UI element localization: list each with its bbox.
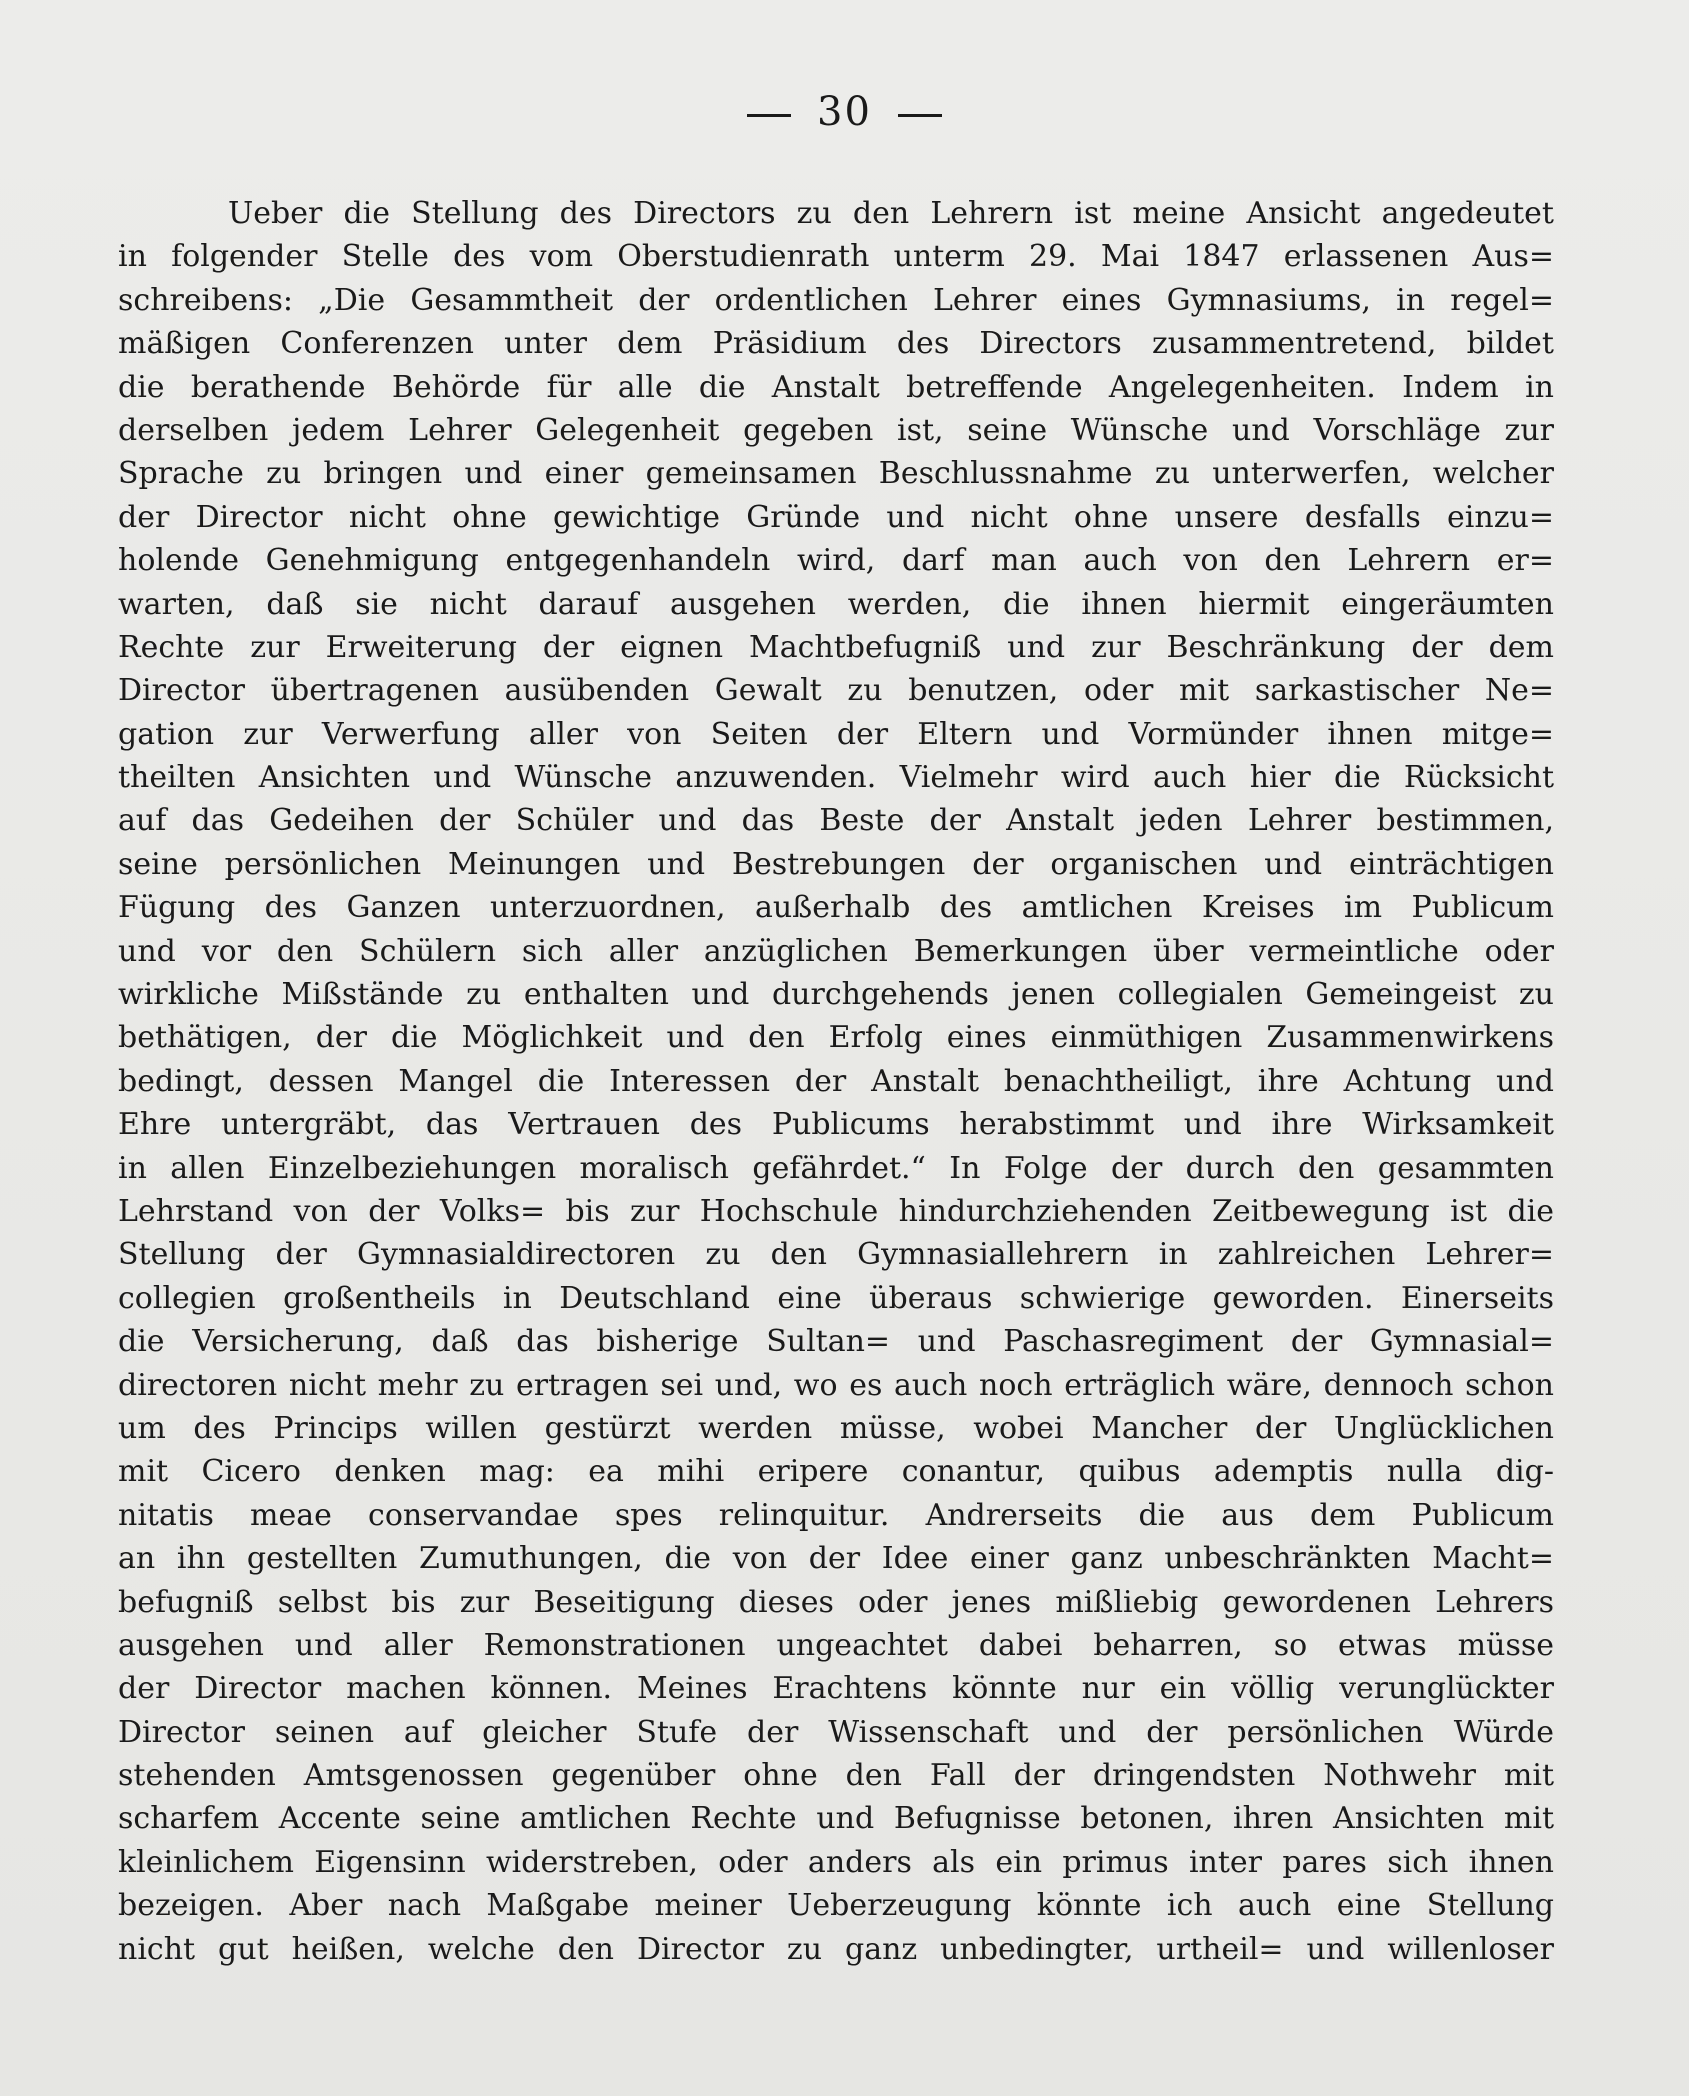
text-line: seine persönlichen Meinungen und Bestrebungen der organischen und einträchtigen <box>118 846 1554 882</box>
text-line: theilten Ansichten und Wünsche anzuwenden. Vielmehr wird auch hier die Rücksicht <box>118 760 1554 796</box>
text-line: collegien großentheils in Deutschland eine überaus schwierige geworden. Einerseits <box>118 1280 1554 1316</box>
text-line: holende Genehmigung entgegenhandeln wird, darf man auch von den Lehrern er= <box>118 543 1554 579</box>
text-line: Rechte zur Erweiterung der eignen Machtbefugniß und zur Beschränkung der dem <box>118 629 1554 665</box>
text-line: ausgehen und aller Remonstrationen ungeachtet dabei beharren, so etwas müsse <box>118 1627 1554 1663</box>
text-line: kleinlichem Eigensinn widerstreben, oder anders als ein primus inter pares sich ihnen <box>118 1844 1554 1880</box>
left-dash <box>747 114 791 117</box>
text-line: auf das Gedeihen der Schüler und das Beste der Anstalt jeden Lehrer bestimmen, <box>118 803 1554 839</box>
text-line: directoren nicht mehr zu ertragen sei und, wo es auch noch erträglich wäre, dennoch schon <box>118 1367 1554 1403</box>
text-line: Ueber die Stellung des Directors zu den Lehrern ist meine Ansicht angedeutet <box>228 196 1554 231</box>
page-number <box>0 88 1689 136</box>
text-line: der Director nicht ohne gewichtige Gründe und nicht ohne unsere desfalls einzu= <box>118 499 1554 535</box>
text-line: nicht gut heißen, welche den Director zu ganz unbedingter, urtheil= und willenloser <box>118 1931 1554 1967</box>
text-line: Ehre untergräbt, das Vertrauen des Publicums herabstimmt und ihre Wirksamkeit <box>118 1107 1554 1143</box>
text-line: um des Princips willen gestürzt werden müsse, wobei Mancher der Unglücklichen <box>118 1410 1554 1446</box>
text-line: Stellung der Gymnasialdirectoren zu den Gymnasiallehrern in zahlreichen Lehrer= <box>118 1237 1554 1273</box>
text-line: mäßigen Conferenzen unter dem Präsidium des Directors zusammentretend, bildet <box>118 326 1554 362</box>
text-line: nitatis meae conservandae spes relinquitur. Andrerseits die aus dem Publicum <box>118 1497 1554 1533</box>
text-line: bethätigen, der die Möglichkeit und den Erfolg eines einmüthigen Zusammenwirkens <box>118 1020 1554 1056</box>
text-line: in folgender Stelle des vom Oberstudienrath unterm 29. Mai 1847 erlassenen Aus= <box>118 239 1554 275</box>
text-line: warten, daß sie nicht darauf ausgehen werden, die ihnen hiermit eingeräumten <box>118 586 1554 622</box>
text-line: stehenden Amtsgenossen gegenüber ohne den Fall der dringendsten Nothwehr mit <box>118 1758 1554 1794</box>
text-line: die Versicherung, daß das bisherige Sultan= und Paschasregiment der Gymnasial= <box>118 1324 1554 1360</box>
text-line: befugniß selbst bis zur Beseitigung dieses oder jenes mißliebig gewordenen Lehrers <box>118 1584 1554 1620</box>
text-line: wirkliche Mißstände zu enthalten und durchgehends jenen collegialen Gemeingeist zu <box>118 977 1554 1013</box>
text-line: Director seinen auf gleicher Stufe der Wissenschaft und der persönlichen Würde <box>118 1714 1554 1750</box>
text-line: mit Cicero denken mag: ea mihi eripere conantur, quibus ademptis nulla dig- <box>118 1454 1554 1490</box>
text-line: Lehrstand von der Volks= bis zur Hochschule hindurchziehenden Zeitbewegung ist die <box>118 1193 1554 1229</box>
right-dash <box>898 114 942 117</box>
page-number-value: 30 <box>817 89 872 135</box>
text-line: Sprache zu bringen und einer gemeinsamen Beschlussnahme zu unterwerfen, welcher <box>118 456 1554 492</box>
text-line: die berathende Behörde für alle die Anstalt betreffende Angelegenheiten. Indem in <box>118 369 1554 405</box>
text-line: an ihn gestellten Zumuthungen, die von der Idee einer ganz unbeschränkten Macht= <box>118 1541 1554 1577</box>
text-line: schreibens: „Die Gesammtheit der ordentlichen Lehrer eines Gymnasiums, in regel= <box>118 282 1554 318</box>
text-line: gation zur Verwerfung aller von Seiten der Eltern und Vormünder ihnen mitge= <box>118 716 1554 752</box>
text-line: derselben jedem Lehrer Gelegenheit gegeben ist, seine Wünsche und Vorschläge zur <box>118 412 1554 448</box>
text-line: der Director machen können. Meines Erachtens könnte nur ein völlig verunglückter <box>118 1671 1554 1707</box>
text-line: scharfem Accente seine amtlichen Rechte und Befugnisse betonen, ihren Ansichten mit <box>118 1801 1554 1837</box>
body-text <box>118 192 1554 1971</box>
text-line: Fügung des Ganzen unterzuordnen, außerhalb des amtlichen Kreises im Publicum <box>118 890 1554 926</box>
text-line: bedingt, dessen Mangel die Interessen der Anstalt benachtheiligt, ihre Achtung und <box>118 1063 1554 1099</box>
text-line: und vor den Schülern sich aller anzüglichen Bemerkungen über vermeintliche oder <box>118 933 1554 969</box>
text-line: bezeigen. Aber nach Maßgabe meiner Ueberzeugung könnte ich auch eine Stellung <box>118 1888 1554 1924</box>
text-line: in allen Einzelbeziehungen moralisch gefährdet.“ In Folge der durch den gesammten <box>118 1150 1554 1186</box>
text-line: Director übertragenen ausübenden Gewalt zu benutzen, oder mit sarkastischer Ne= <box>118 673 1554 709</box>
